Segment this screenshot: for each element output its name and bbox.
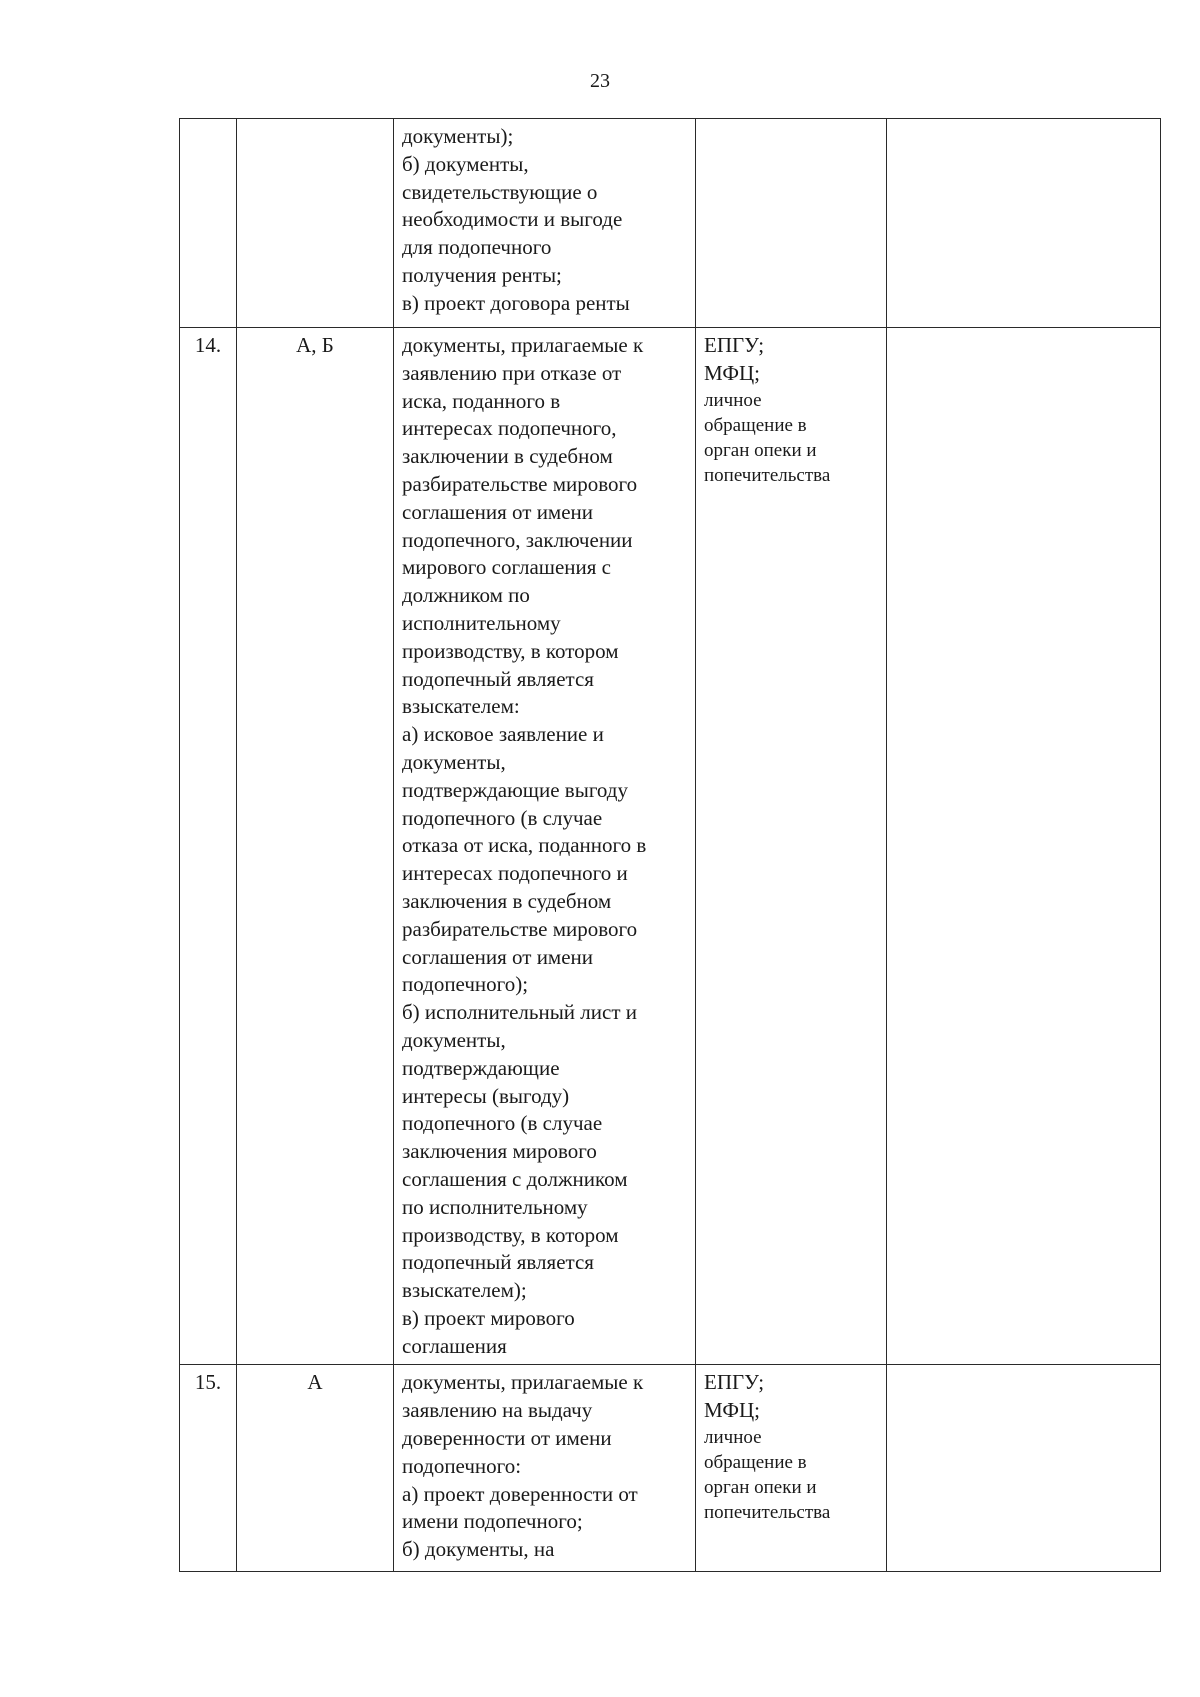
- documents-line: по исполнительному: [402, 1194, 588, 1219]
- documents-line: разбирательстве мирового: [402, 471, 638, 496]
- documents-line: подопечного);: [402, 972, 529, 997]
- row-number: 15.: [180, 1365, 237, 1572]
- documents-cell: [394, 328, 696, 1365]
- documents-line: иска, поданного в: [402, 388, 561, 413]
- table-row: [180, 328, 1161, 1365]
- submission-method-line: попечительства: [704, 1502, 831, 1524]
- documents-line: разбирательстве мирового: [402, 916, 638, 941]
- documents-line: подтверждающие выгоду: [402, 777, 628, 802]
- documents-line: в) проект мирового: [402, 1305, 575, 1330]
- documents-line: в) проект договора ренты: [402, 290, 630, 315]
- documents-line: соглашения от имени: [402, 944, 594, 969]
- documents-line: подопечного (в случае: [402, 805, 603, 830]
- submission-method-line: попечительства: [704, 464, 831, 486]
- documents-line: подопечного:: [402, 1453, 522, 1478]
- documents-cell: [394, 1365, 696, 1572]
- submission-method-line: МФЦ;: [704, 1398, 760, 1423]
- submission-method-line: ЕПГУ;: [704, 1370, 765, 1395]
- applicant-category: А, Б: [237, 328, 394, 1365]
- documents-line: а) исковое заявление и: [402, 722, 604, 747]
- page-number: 23: [590, 70, 610, 92]
- documents-line: интересах подопечного и: [402, 861, 628, 886]
- documents-line: документы,: [402, 749, 506, 774]
- documents-line: подопечный является: [402, 666, 594, 691]
- empty-cell: [887, 119, 1161, 328]
- documents-line: подопечного (в случае: [402, 1111, 603, 1136]
- documents-line: отказа от иска, поданного в: [402, 833, 647, 858]
- documents-line: подопечный является: [402, 1250, 594, 1275]
- documents-line: подтверждающие: [402, 1055, 560, 1080]
- documents-line: производству, в котором: [402, 638, 619, 663]
- submission-method-line: личное: [704, 1427, 762, 1449]
- documents-line: б) исполнительный лист и: [402, 1000, 637, 1025]
- documents-line: исполнительному: [402, 610, 561, 635]
- submission-method-line: личное: [704, 389, 762, 411]
- documents-line: заключения в судебном: [402, 888, 612, 913]
- submission-method-cell: [696, 328, 887, 1365]
- table-row: [180, 1365, 1161, 1572]
- documents-line: документы);: [402, 124, 514, 148]
- documents-line: а) проект доверенности от: [402, 1481, 638, 1506]
- documents-line: мирового соглашения с: [402, 555, 612, 580]
- submission-method-line: орган опеки и: [704, 1477, 817, 1499]
- services-table: [179, 118, 1161, 1572]
- documents-line: должником по: [402, 583, 530, 608]
- table-row: [180, 119, 1161, 328]
- documents-line: соглашения: [402, 1333, 507, 1358]
- documents-line: заявлению при отказе от: [402, 360, 622, 385]
- documents-line: документы, прилагаемые к: [402, 333, 644, 357]
- applicant-category: А: [237, 1365, 394, 1572]
- submission-method-line: орган опеки и: [704, 439, 817, 461]
- documents-line: заявлению на выдачу: [402, 1398, 593, 1423]
- applicant-category: [237, 119, 394, 328]
- submission-method-line: ЕПГУ;: [704, 333, 765, 357]
- documents-line: соглашения от имени: [402, 499, 594, 524]
- documents-line: заключении в судебном: [402, 444, 613, 469]
- documents-line: б) документы, на: [402, 1537, 555, 1562]
- empty-cell: [887, 328, 1161, 1365]
- documents-line: свидетельствующие о: [402, 179, 598, 204]
- documents-line: документы, прилагаемые к: [402, 1370, 644, 1395]
- submission-method-cell: [696, 1365, 887, 1572]
- documents-line: заключения мирового: [402, 1139, 597, 1164]
- documents-line: получения ренты;: [402, 262, 562, 287]
- documents-line: интересах подопечного,: [402, 416, 617, 441]
- documents-line: взыскателем:: [402, 694, 520, 719]
- documents-line: производству, в котором: [402, 1222, 619, 1247]
- documents-line: подопечного, заключении: [402, 527, 633, 552]
- empty-cell: [887, 1365, 1161, 1572]
- submission-method-line: обращение в: [704, 1452, 807, 1474]
- documents-line: для подопечного: [402, 235, 552, 260]
- documents-line: документы,: [402, 1027, 506, 1052]
- documents-line: б) документы,: [402, 151, 529, 176]
- submission-method-cell: [696, 119, 887, 328]
- documents-cell: [394, 119, 696, 328]
- row-number: 14.: [180, 328, 237, 1365]
- documents-line: соглашения с должником: [402, 1166, 628, 1191]
- documents-line: взыскателем);: [402, 1278, 527, 1303]
- submission-method-line: МФЦ;: [704, 360, 760, 385]
- documents-line: имени подопечного;: [402, 1509, 583, 1534]
- row-number: [180, 119, 237, 328]
- documents-line: интересы (выгоду): [402, 1083, 570, 1108]
- submission-method-line: обращение в: [704, 414, 807, 436]
- documents-line: доверенности от имени: [402, 1426, 612, 1451]
- documents-line: необходимости и выгоде: [402, 207, 623, 232]
